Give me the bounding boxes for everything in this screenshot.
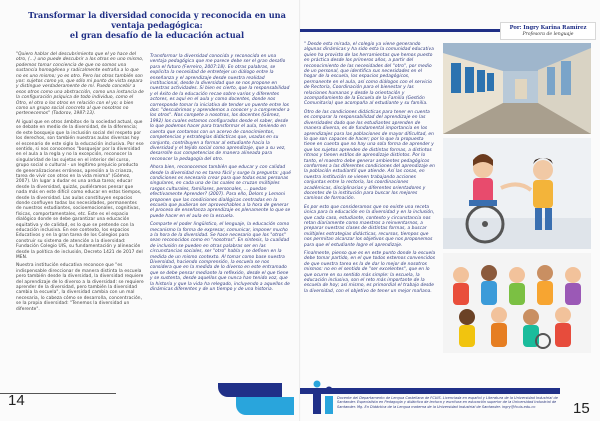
bio-bar xyxy=(300,388,560,394)
title-line-2: el gran desafío de la educación actual xyxy=(69,30,245,40)
author-bio: Docente del Departamento de Lengua Castellana de FCUIS. Licenciada en español y Literatura de la Universidad Industrial de Santander. Especialista en Pedagogía y didáctica de lectura y escritura en educación superior de la Universidad Industrial de Santander. Mg. En Didáctica de la Lengua materna de la Universidad Industrial de Santander. ingry@fcuis.edu.co xyxy=(337,396,558,409)
paragraph: Otro de las condiciones didácticas para tener en cuenta es comparar la responsabilidad del aprendizaje en las diversidades dado que los estudiantes aprenden de manera diversa, es de fundamental importancia en los aprendizajes para las poblaciones de mayor dificultad, en lo que son capaces de hacer; por lo que la propuesta tiene en cuenta que no hay una sola forma de aprender y que los sujetos aprenden de distintas formas, a distintos ritmos y tienen estilos de aprendizaje distintos. Por lo tanto, el maestro debe generar ambientes pedagógicos conformes a las diferentes condiciones del aprendizaje en la población estudiantil que atiende. Así las cosas, en nuestra institución se vienen trabajando acciones conjuntas entre la rectoría, las coordinaciones académicas, disciplinarias y diferentes orientadores y docentes de la institución para buscar los mejores caminos de formación. xyxy=(304,109,435,202)
paragraph: Ahora bien, reconocemos también que educar y con calidad desde la diversidad no es tarea fácil y surge la pregunta: ¿qué condiciones es necesario crear para que todas esas personas singulares, en cada una de las cuales se cruzan múltiples rasgos culturales, familiares, personales, … puedan efectivamente Aprender? (2007). Para ello, Delors y Lemoni proponen que las condiciones dialógicas centradas en la escuela que pudieran ser aprovechables a la hora de generar el proceso de enseñanza aprendizaje es plenamente lo que se puede hacer en el aula en la escuela. xyxy=(150,165,291,219)
paragraph: Comparte el poder lingüístico, el lenguaje, la educación como mecanismo la forma de expresar, comunicar, imponer mucho a la hora de la diversidad. Se hace necesario que los "otros" sean reconocidos como en "nosotros". En síntesis, la cualidad de inclusión se pueden en otras palabras ser en las circunstancias sociales, ser "otro" habla y se definen en la medida de un mismo contexto. Al tomar como base nuestra Diversidad, haciendo comprensión, la escuela se nos considera que en la medida de lo diverso en este entramado que se debe pensar mediante la reflexión, desde el que tiene y se sustenta, desde aquellos que nunca han tenido voz, que la historia y que la vida ha relegado, incluyendo a aquellos de dinámicas diferentes y de un tiempo y de una historia. xyxy=(150,222,290,293)
paragraph: Finalmente, pienso que es en este punto donde la escuela debe tomar partido, en el que todos estemos convencidos de que nuestra tarea es la de dar lo mejor de nosotros mismos: no en el sentido de "ser excelentes", que en lo que ocurre en su sentido más simple: la escuela, la educación inclusiva, son el reto más importante de la escuela de hoy; así mismo, es primordial el trabajo desde la diversidad, con el objetivo de tener un mejor mañana. xyxy=(304,251,436,294)
school-hallway-photo xyxy=(443,43,591,134)
paragraph: "Quiero hablar del descubrimiento que el yo hace del otro, (...) uno puede descubrir a los otros en uno mismo, podemos tomar conciencia de que no somos una sustancia homogénea y radicalmente extraña a lo que no es uno mismo; yo es otro. Pero los otros también son yos: sujetos como yo, que sólo mi punto de vista separa y distingue verdaderamente de mí. Puedo concebir a esos otros como una abstracción, como una instancia de la configuración psíquica de todo individuo, como el Otro, el otro o los otros en relación con el yo; o bien como un grupo social concreto al que nosotros no pertenecemos" (Todorov, 1987:13). xyxy=(16,52,144,117)
footer-left xyxy=(0,380,300,421)
paragraph: Transformar la diversidad conocida y reconocida en una ventaja pedagógica que me parece debe ser el gran desafío para el futuro (Ferreiro, 2007:18). En otras palabras, se explicita la necesidad de entretejer un diálogo entre la enseñanza y el aprendizaje desde nuestra realidad institucional, desde la diversidad que se nos propone en nuestras actividades. Si bien es cierto, que la responsabilidad y el éxito de la educación recae sobre varios y diferentes actores, es aquí en el aula y como docentes, donde nos corresponde tomar la iniciativa de tender un puente entre los dos: "descubrimos y aprendemos a conocer y a comprender a los otros". Nos compete a nosotros, los docentes (Gómez, 1992) los cuales estamos configurados desde el saber, desde lo que podemos hacer para transformar el aula, teniendo en cuenta que contamos con un acervo de conocimientos, competencias y estrategias didácticas que, usadas en su conjunto, contribuyen a formar al estudiante hacia la diversidad y el tejido social como aprendizaje, que a su vez, desarrolle sus competencias de manera alineada para reconocer la pedagogía del otro. xyxy=(150,54,290,162)
text-column-3 xyxy=(304,42,436,297)
author-box xyxy=(500,22,596,40)
article-title xyxy=(14,10,300,40)
page-number-right: 15 xyxy=(573,400,590,417)
paragraph: " Desde esta mirada, el colegio ya viene generando algunas dinámicas y ha sido esta la comunidad educativa quien ha provisto de las herramientas que hemos puesto en práctica desde los primeros años, a partir del reconocimiento de las necesidades del "otro", por medio de un personal, que identifica sus necesidades en el hogar de la escuela, los espacios pedagógicos, permanente en el aula, así como diálogos con el servicio de Rectoría, Coordinación para el bienestar y las relaciones humanas y desde la orientación y acompañamiento de la Escuela de la Familia (Gestión Comunitaria) que acompaña al estudiante y su familia. xyxy=(304,42,434,107)
page-gutter xyxy=(299,0,301,421)
diversity-cartoon-photo xyxy=(443,253,591,353)
text-column-2 xyxy=(150,54,292,295)
footer-band-dark xyxy=(218,383,282,397)
paragraph: Es por esto que consideramos que no existe una receta única para la educación en la diversidad y en la inclusión, que cada caso, estudiante, contexto y circunstancia nos retan diariamente como maestros a reinventarnos, a preparar nuestras clases de distintas formas, a buscar múltiples estrategias didácticas, recursos, tiempos que nos permitan alcanzar los objetivos que nos proponemos para que el estudiante logre el aprendizaje. xyxy=(304,204,435,248)
footer-band-light xyxy=(236,397,294,415)
title-line-1: Transformar la diversidad conocida y reconocida en una ventaja pedagógica: xyxy=(28,10,286,30)
author-name: Por: Ingry Karina Ramírez xyxy=(509,25,587,31)
text-column-1 xyxy=(16,52,144,315)
paragraph: Nuestra institución educativa reconoce que "es indispensable direccionar de manera distinta la escuela pero también desde la diversidad, la diversidad requiere del aprendizaje de lo diverso a la diversidad: se requiere aprender de la diversidad, pero también la diversidad cambia la escuela", la diversidad cambia con un mal necesaria, lo cabeza cómo se desarrolla, concentración, se la propia diversidad: "Tenemos la diversidad un diferente". xyxy=(16,263,144,312)
author-header xyxy=(300,22,596,40)
institution-logo-icon xyxy=(311,380,335,416)
paragraph: Al igual que en otros ámbitos de la sociedad actual, que se debate en medio de la diversidad, de la diferencia; de este bosquejo que la inclusión social del respeto por los derechos, son también nuestras aulas diversas hoy el escenario de este siglo la educación inclusiva. Por ese sentido, si nos conocemos "bosquejar por la diversidad en el aula a la regla y no la excepción, reconocer la singularidad de las sujetas en el interior del curso, grupo social o cultural - un legítimo prejuicio producto de generalizaciones erróneas, apresión a la crianza, tarea de vivir con otros en la vida misma" (Gómez, 2007). Un lugar a dudar es una ardua tarea; educar desde la diversidad, quizás, pudiéramos pensar que nada más en este difícil como educar en estos tiempos, desde la diversidad. Las aulas constituyen espacios donde confluyen todas las necesidades, permanentes de nuestros estudiantes, socioemocionales, cognitivas, físicas, comportamentales, etc. Este es el espacio dialógico donde se debe garantizar una educación equitativa y de calidad, es lo que se pretende con la educación inclusiva. En ese contexto, los espacios Educativos y en la gran tarea de los Colegios para construir su sistema de atención a la diversidad: Fundación Colegio UIS, su fundamentación y alineación desde la política de inclusión, Decreto 1421 de 2017 del MEN. xyxy=(16,119,144,261)
children-inclusion-photo xyxy=(443,138,591,249)
page-number-left: 14 xyxy=(8,392,25,409)
author-role: Profesora de lenguaje xyxy=(522,32,574,37)
